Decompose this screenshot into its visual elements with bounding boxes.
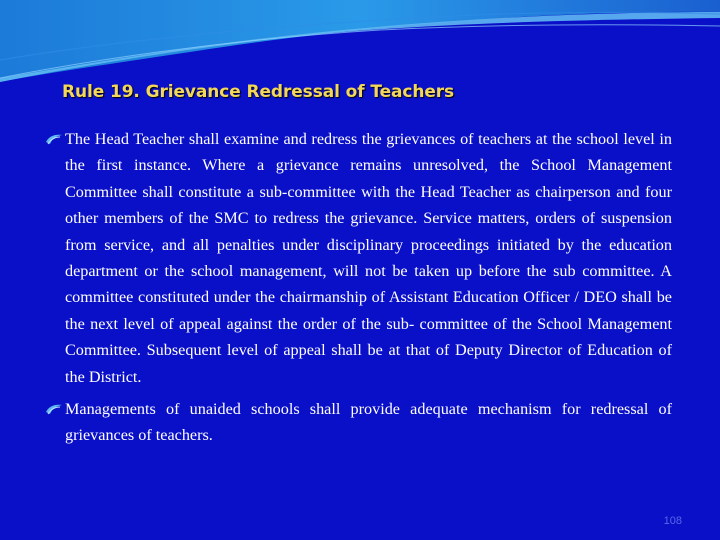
bullet-text: The Head Teacher shall examine and redress the grievances of teachers at the school level in the first instance. Where a grievance remains unresolved, the School Management Committee shall constitute a sub-committee with the Head Teacher as chairperson and four other members of the SMC to redress the grievance. Service matters, orders of suspension from service, and all penalties under disciplinary proceedings initiated by the education department or the school management, will not be taken up before the sub committee. A committee constituted under the chairmanship of Assistant Education Officer / DEO shall be the next level of appeal against the order of the sub- committee of the School Management Committee. Subsequent level of appeal shall be at that of Deputy Director of Education of the District. xyxy=(65,130,672,386)
slide-body xyxy=(45,126,672,455)
bullet-item xyxy=(45,126,672,390)
bullet-text: Managements of unaided schools shall provide adequate mechanism for redressal of grievances of teachers. xyxy=(65,400,672,445)
page-number: 108 xyxy=(663,515,682,527)
swoosh-bullet-icon xyxy=(45,402,63,416)
bullet-item xyxy=(45,396,672,449)
slide-title: Rule 19. Grievance Redressal of Teachers xyxy=(62,82,455,102)
swoosh-bullet-icon xyxy=(45,132,63,146)
